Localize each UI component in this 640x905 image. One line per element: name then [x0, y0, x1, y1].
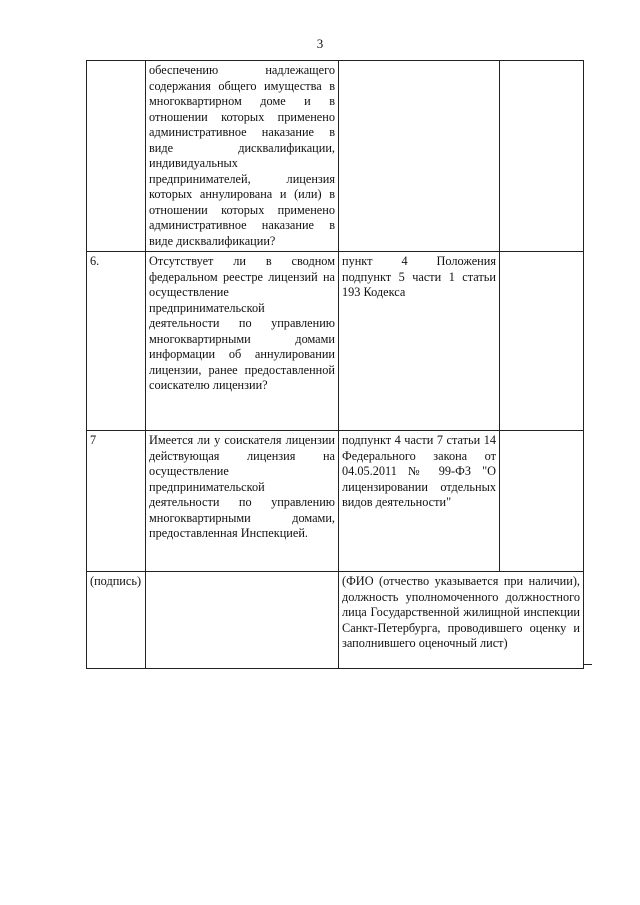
table-row [87, 431, 584, 572]
table-row [87, 252, 584, 431]
legal-basis-cell: пункт 4 Положения подпункт 5 части 1 статьи 193 Кодекса [339, 252, 500, 431]
mark-cell [500, 252, 584, 431]
question-cell: Отсутствует ли в сводном федеральном реестре лицензий на осуществление предпринимательской деятельности по управлению многоквартирными домами информации об аннулировании лицензии, ранее предоставленной соискателю лицензии? [146, 252, 339, 431]
question-cell: обеспечению надлежащего содержания общего имущества в многоквартирном доме и в отношении которых применено административное наказание в виде дисквалификации, индивидуальных предпринимателей, лицензия которых аннулирована и (или) в отношении которых применено административное наказание в виде дисквалификации? [146, 61, 339, 252]
signature-label-cell: (подпись) [87, 572, 146, 669]
page-number: 3 [316, 36, 324, 51]
row-number-cell: 7 [87, 431, 146, 572]
legal-basis-cell [339, 61, 500, 252]
official-description-cell: (ФИО (отчество указывается при наличии), должность уполномоченного должностного лица Государственной жилищной инспекции Санкт-Петербурга, проводившего оценку и заполнившего оценочный лист) [339, 572, 584, 669]
row-number-cell [87, 61, 146, 252]
evaluation-sheet-table [86, 60, 584, 669]
legal-basis-cell: подпункт 4 части 7 статьи 14 Федерального закона от 04.05.2011 № 99-ФЗ "О лицензировании отдельных видов деятельности" [339, 431, 500, 572]
table-edge-line [583, 664, 592, 665]
question-cell: Имеется ли у соискателя лицензии действующая лицензия на осуществление предпринимательской деятельности по управлению многоквартирными домами, предоставленная Инспекцией. [146, 431, 339, 572]
table-row [87, 61, 584, 252]
row-number-cell: 6. [87, 252, 146, 431]
mark-cell [500, 431, 584, 572]
mark-cell [500, 61, 584, 252]
signature-blank-cell [146, 572, 339, 669]
signature-row [87, 572, 584, 669]
